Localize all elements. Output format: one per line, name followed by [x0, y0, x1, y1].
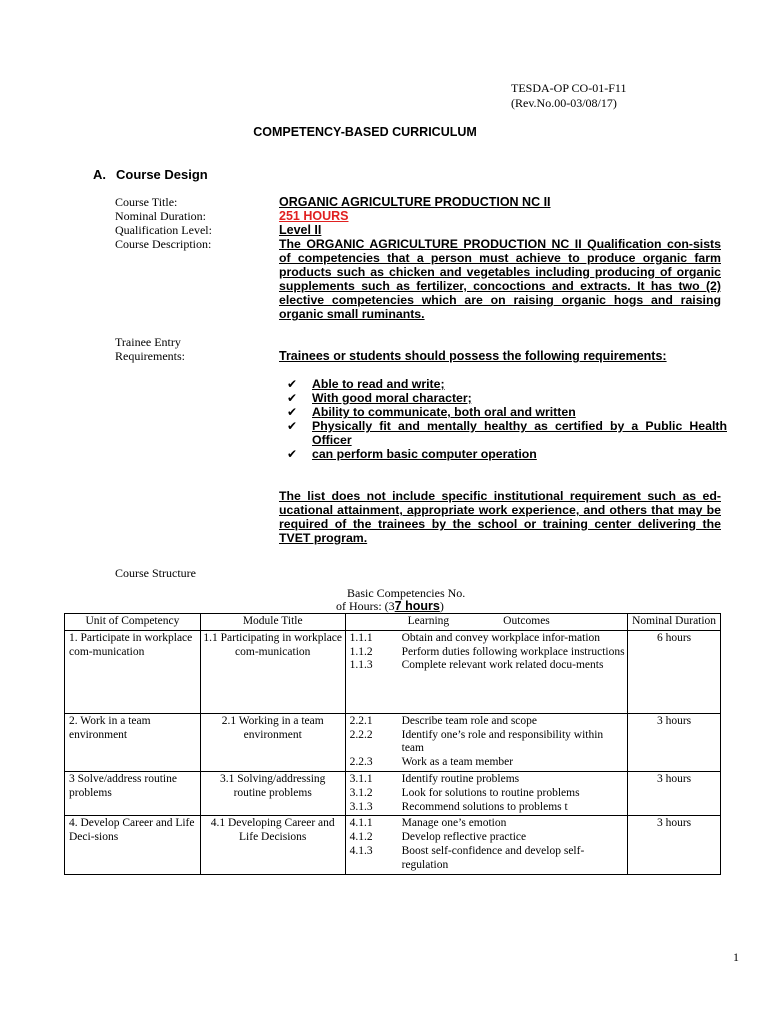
duration-cell: 3 hours — [628, 771, 721, 815]
outcome-item — [350, 817, 626, 831]
table-row — [65, 713, 721, 771]
duration-cell: 3 hours — [628, 816, 721, 874]
unit-cell: 3 Solve/address routine problems — [65, 771, 201, 815]
section-title: Course Design — [116, 167, 208, 182]
requirements-intro: Trainees or students should possess the following requirements: — [279, 349, 667, 363]
requirements-note: The list does not include specific institutional requirement such as ed-ucational attainment, appropriate work experience, and others that may be required of the trainees by the school or training center delivering the TVET program. — [279, 489, 721, 545]
outcome-text: Obtain and convey workplace infor-mation — [401, 631, 601, 644]
requirement-text: Able to read and write; — [312, 377, 445, 391]
module-cell: 2.1 Working in a team environment — [200, 713, 345, 771]
trainee-entry-label-line2: Requirements: — [115, 349, 185, 363]
header-learning: Learning — [407, 615, 450, 627]
document-code: TESDA-OP CO-01-F11 — [511, 81, 627, 95]
outcomes-cell — [345, 713, 628, 771]
outcomes-cell — [345, 630, 628, 713]
course-description-label: Course Description: — [115, 237, 212, 251]
outcome-item — [350, 773, 626, 787]
header-duration: Nominal Duration — [628, 614, 721, 631]
requirements-list — [287, 377, 727, 461]
table-header-row — [65, 614, 721, 631]
outcome-item — [350, 729, 626, 757]
qualification-level-label: Qualification Level: — [115, 223, 212, 237]
outcome-number: 3.1.2 — [349, 786, 373, 799]
module-cell: 4.1 Developing Career and Life Decisions — [200, 816, 345, 874]
table-row — [65, 771, 721, 815]
outcome-item — [350, 756, 626, 770]
outcome-number: 3.1.3 — [349, 800, 373, 813]
checkmark-icon: ✔ — [287, 447, 298, 461]
unit-cell: 1. Participate in workplace com-munication — [65, 630, 201, 713]
outcome-text: Work as a team member — [401, 756, 514, 769]
requirement-text: can perform basic computer operation — [312, 447, 537, 461]
trainee-entry-label — [115, 335, 185, 363]
outcome-number: 1.1.3 — [349, 659, 373, 672]
outcome-text: Identify routine problems — [401, 772, 520, 785]
module-cell: 1.1 Participating in workplace com-munication — [200, 630, 345, 713]
section-heading — [93, 167, 208, 182]
course-title-label: Course Title: — [115, 195, 178, 209]
table-row — [65, 816, 721, 874]
section-letter: A. — [93, 167, 106, 182]
requirement-text: Ability to communicate, both oral and written — [312, 405, 576, 419]
checkmark-icon: ✔ — [287, 419, 298, 433]
competency-table — [64, 613, 721, 875]
outcome-text: Develop reflective practice — [401, 831, 527, 844]
module-cell: 3.1 Solving/addressing routine problems — [200, 771, 345, 815]
list-item — [287, 391, 727, 405]
outcome-number: 4.1.2 — [349, 831, 373, 844]
outcome-number: 2.2.3 — [349, 756, 373, 769]
nominal-duration-label: Nominal Duration: — [115, 209, 206, 223]
outcome-item — [350, 632, 626, 646]
outcome-item — [350, 715, 626, 729]
outcome-item — [350, 646, 626, 660]
table-caption-line2 — [336, 599, 444, 614]
list-item — [287, 447, 727, 461]
outcome-number: 4.1.1 — [349, 817, 373, 830]
list-item — [287, 377, 727, 391]
checkmark-icon: ✔ — [287, 377, 298, 391]
checkmark-icon: ✔ — [287, 391, 298, 405]
unit-cell: 2. Work in a team environment — [65, 713, 201, 771]
outcome-number: 2.2.2 — [349, 728, 373, 741]
outcome-number: 1.1.1 — [349, 631, 373, 644]
revision-number: (Rev.No.00-03/08/17) — [511, 96, 617, 110]
header-learning-outcomes — [345, 614, 628, 631]
qualification-level-value: Level II — [279, 223, 322, 237]
table-caption-line1: Basic Competencies No. — [347, 586, 466, 600]
outcome-number: 4.1.3 — [349, 844, 373, 857]
outcome-text: Complete relevant work related docu-ments — [401, 659, 604, 672]
caption-suffix: ) — [439, 599, 444, 613]
course-description-text: The ORGANIC AGRICULTURE PRODUCTION NC II Qualification con-sists of competencies that a person must achieve to produce organic farm products such as chicken and vegetables including producing of organic supplements such as fertilizer, concoctions and extracts. It has two (2) elective competencies which are on raising organic hogs and raising organic small ruminants. — [279, 237, 721, 321]
duration-cell: 6 hours — [628, 630, 721, 713]
outcome-item — [350, 831, 626, 845]
outcome-text: Identify one’s role and responsibility within team — [401, 728, 604, 755]
outcome-item — [350, 659, 626, 673]
requirement-text: Physically fit and mentally healthy as certified by a Public Health Officer — [312, 419, 727, 447]
course-structure-label: Course Structure — [115, 566, 196, 580]
outcome-text: Perform duties following workplace instructions — [401, 645, 625, 658]
outcomes-cell — [345, 816, 628, 874]
list-item — [287, 405, 727, 419]
page-number: 1 — [733, 950, 739, 964]
header-unit: Unit of Competency — [65, 614, 201, 631]
outcome-text: Look for solutions to routine problems — [401, 786, 580, 799]
duration-cell: 3 hours — [628, 713, 721, 771]
document-code-block — [511, 81, 626, 111]
caption-prefix: of Hours: (3 — [336, 599, 395, 613]
outcome-item — [350, 787, 626, 801]
outcome-number: 3.1.1 — [349, 772, 373, 785]
outcome-number: 2.2.1 — [349, 714, 373, 727]
unit-cell: 4. Develop Career and Life Deci-sions — [65, 816, 201, 874]
header-outcomes: Outcomes — [503, 615, 550, 627]
requirement-text: With good moral character; — [312, 391, 472, 405]
course-title-value: ORGANIC AGRICULTURE PRODUCTION NC II — [279, 195, 551, 209]
list-item — [287, 419, 727, 447]
outcome-item — [350, 801, 626, 815]
outcomes-cell — [345, 771, 628, 815]
table-row — [65, 630, 721, 713]
checkmark-icon: ✔ — [287, 405, 298, 419]
outcome-text: Manage one’s emotion — [401, 817, 507, 830]
outcome-number: 1.1.2 — [349, 645, 373, 658]
caption-hours: 7 hours — [394, 599, 440, 613]
outcome-text: Describe team role and scope — [401, 714, 538, 727]
outcome-item — [350, 845, 626, 873]
trainee-entry-label-line1: Trainee Entry — [115, 335, 181, 349]
page-title: COMPETENCY-BASED CURRICULUM — [253, 125, 477, 139]
header-module: Module Title — [200, 614, 345, 631]
outcome-text: Recommend solutions to problems t — [401, 800, 568, 813]
outcome-text: Boost self-confidence and develop self-regulation — [401, 844, 585, 871]
nominal-duration-value: 251 HOURS — [279, 209, 349, 223]
